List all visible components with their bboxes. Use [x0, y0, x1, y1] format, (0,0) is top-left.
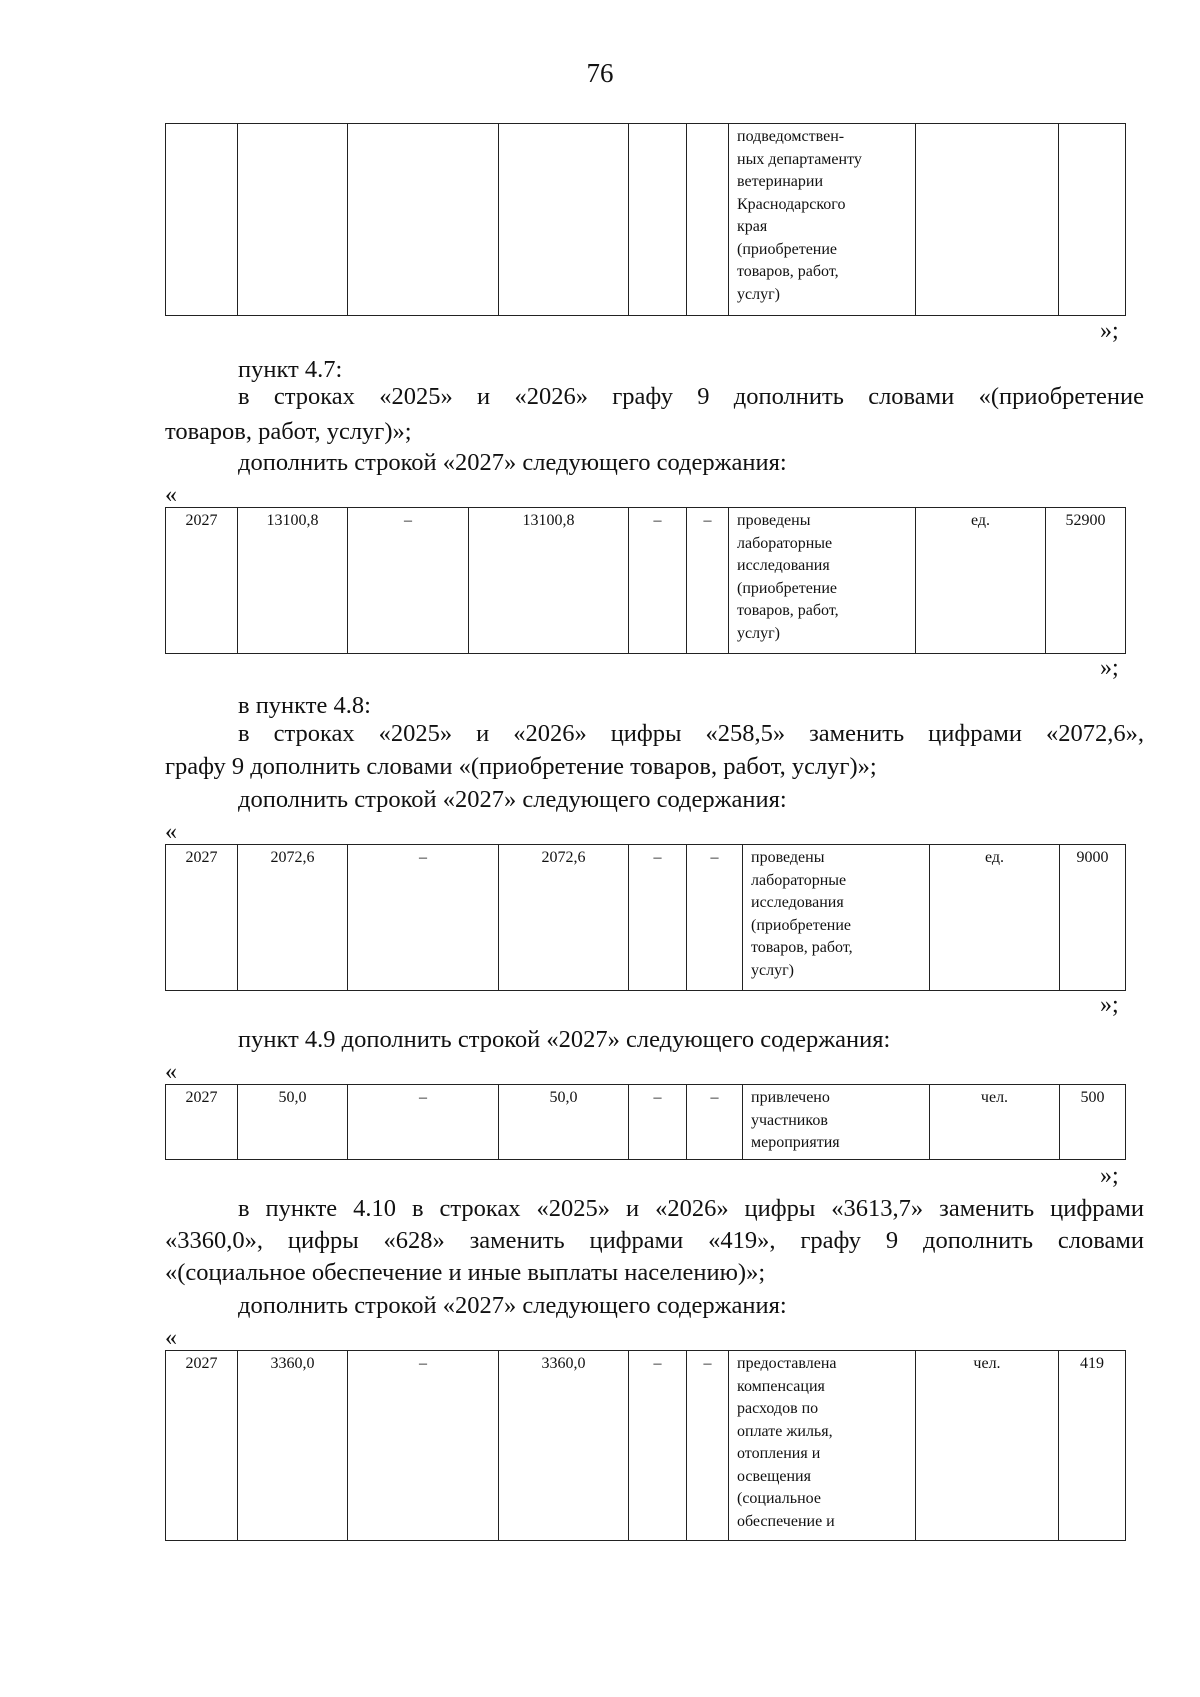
amount-cell: 13100,8 [469, 508, 629, 654]
year-cell: 2027 [166, 1351, 238, 1541]
total-cell: 2072,6 [238, 845, 348, 991]
year-cell: 2027 [166, 508, 238, 654]
amount-cell: 3360,0 [499, 1351, 629, 1541]
description-cell: подведомствен- ных департаменту ветеринарии Краснодарского края (приобретение товаров, работ, услуг) [729, 124, 916, 316]
paragraph-line: «3360,0», цифры «628» заменить цифрами «419», графу 9 дополнить словами [165, 1227, 1144, 1254]
opening-quote: « [165, 1059, 177, 1085]
paragraph-heading: в пункте 4.8: [238, 692, 371, 719]
paragraph-heading: пункт 4.7: [238, 356, 343, 383]
dash-cell: – [348, 1085, 499, 1160]
description-cell: проведены лабораторные исследования (приобретение товаров, работ, услуг) [743, 845, 930, 991]
unit-cell: чел. [916, 1351, 1059, 1541]
closing-quote: »; [1100, 1163, 1119, 1189]
table-row-4-10 [165, 1350, 1126, 1541]
year-cell: 2027 [166, 845, 238, 991]
paragraph-line: в строках «2025» и «2026» цифры «258,5» заменить цифрами «2072,6», [238, 720, 1144, 747]
dash-cell: – [629, 508, 687, 654]
paragraph-line: в строках «2025» и «2026» графу 9 дополнить словами «(приобретение [238, 383, 1144, 410]
closing-quote: »; [1100, 655, 1119, 681]
paragraph-line: в пункте 4.10 в строках «2025» и «2026» цифры «3613,7» заменить цифрами [238, 1195, 1144, 1222]
dash-cell: – [348, 1351, 499, 1541]
table-cell [499, 124, 629, 316]
total-cell: 3360,0 [238, 1351, 348, 1541]
dash-cell: – [348, 845, 499, 991]
paragraph-line: товаров, работ, услуг)»; [165, 418, 412, 445]
table-row-4-8 [165, 844, 1126, 991]
table-cell [687, 124, 729, 316]
opening-quote: « [165, 1325, 177, 1351]
dash-cell: – [629, 1351, 687, 1541]
paragraph-line: дополнить строкой «2027» следующего содержания: [238, 786, 787, 813]
table-cell [166, 124, 238, 316]
table-row [166, 1351, 1126, 1541]
description-cell: предоставлена компенсация расходов по оплате жилья, отопления и освещения (социальное обеспечение и [729, 1351, 916, 1541]
dash-cell: – [687, 1351, 729, 1541]
table-continuation [165, 123, 1126, 316]
dash-cell: – [629, 1085, 687, 1160]
table-row-4-7 [165, 507, 1126, 654]
value-cell: 9000 [1060, 845, 1126, 991]
amount-cell: 50,0 [499, 1085, 629, 1160]
paragraph-line: пункт 4.9 дополнить строкой «2027» следующего содержания: [238, 1026, 891, 1053]
table-row [166, 845, 1126, 991]
total-cell: 13100,8 [238, 508, 348, 654]
dash-cell: – [687, 1085, 743, 1160]
opening-quote: « [165, 482, 177, 508]
dash-cell: – [687, 508, 729, 654]
dash-cell: – [629, 845, 687, 991]
page-number: 76 [586, 58, 614, 88]
paragraph-line: дополнить строкой «2027» следующего содержания: [238, 449, 787, 476]
amount-cell: 2072,6 [499, 845, 629, 991]
value-cell: 52900 [1046, 508, 1126, 654]
dash-cell: – [687, 845, 743, 991]
description-cell: проведены лабораторные исследования (приобретение товаров, работ, услуг) [729, 508, 916, 654]
year-cell: 2027 [166, 1085, 238, 1160]
table-cell [916, 124, 1059, 316]
table-cell [1059, 124, 1126, 316]
table-row [166, 1085, 1126, 1160]
table-row [166, 124, 1126, 316]
opening-quote: « [165, 819, 177, 845]
closing-quote: »; [1100, 318, 1119, 344]
unit-cell: ед. [930, 845, 1060, 991]
paragraph-line: «(социальное обеспечение и иные выплаты населению)»; [165, 1259, 766, 1286]
table-cell [348, 124, 499, 316]
dash-cell: – [348, 508, 469, 654]
value-cell: 500 [1060, 1085, 1126, 1160]
paragraph-line: графу 9 дополнить словами «(приобретение товаров, работ, услуг)»; [165, 753, 877, 780]
total-cell: 50,0 [238, 1085, 348, 1160]
description-cell: привлечено участников мероприятия [743, 1085, 930, 1160]
table-row [166, 508, 1126, 654]
table-cell [238, 124, 348, 316]
table-row-4-9 [165, 1084, 1126, 1160]
paragraph-line: дополнить строкой «2027» следующего содержания: [238, 1292, 787, 1319]
value-cell: 419 [1059, 1351, 1126, 1541]
unit-cell: чел. [930, 1085, 1060, 1160]
unit-cell: ед. [916, 508, 1046, 654]
table-cell [629, 124, 687, 316]
closing-quote: »; [1100, 992, 1119, 1018]
